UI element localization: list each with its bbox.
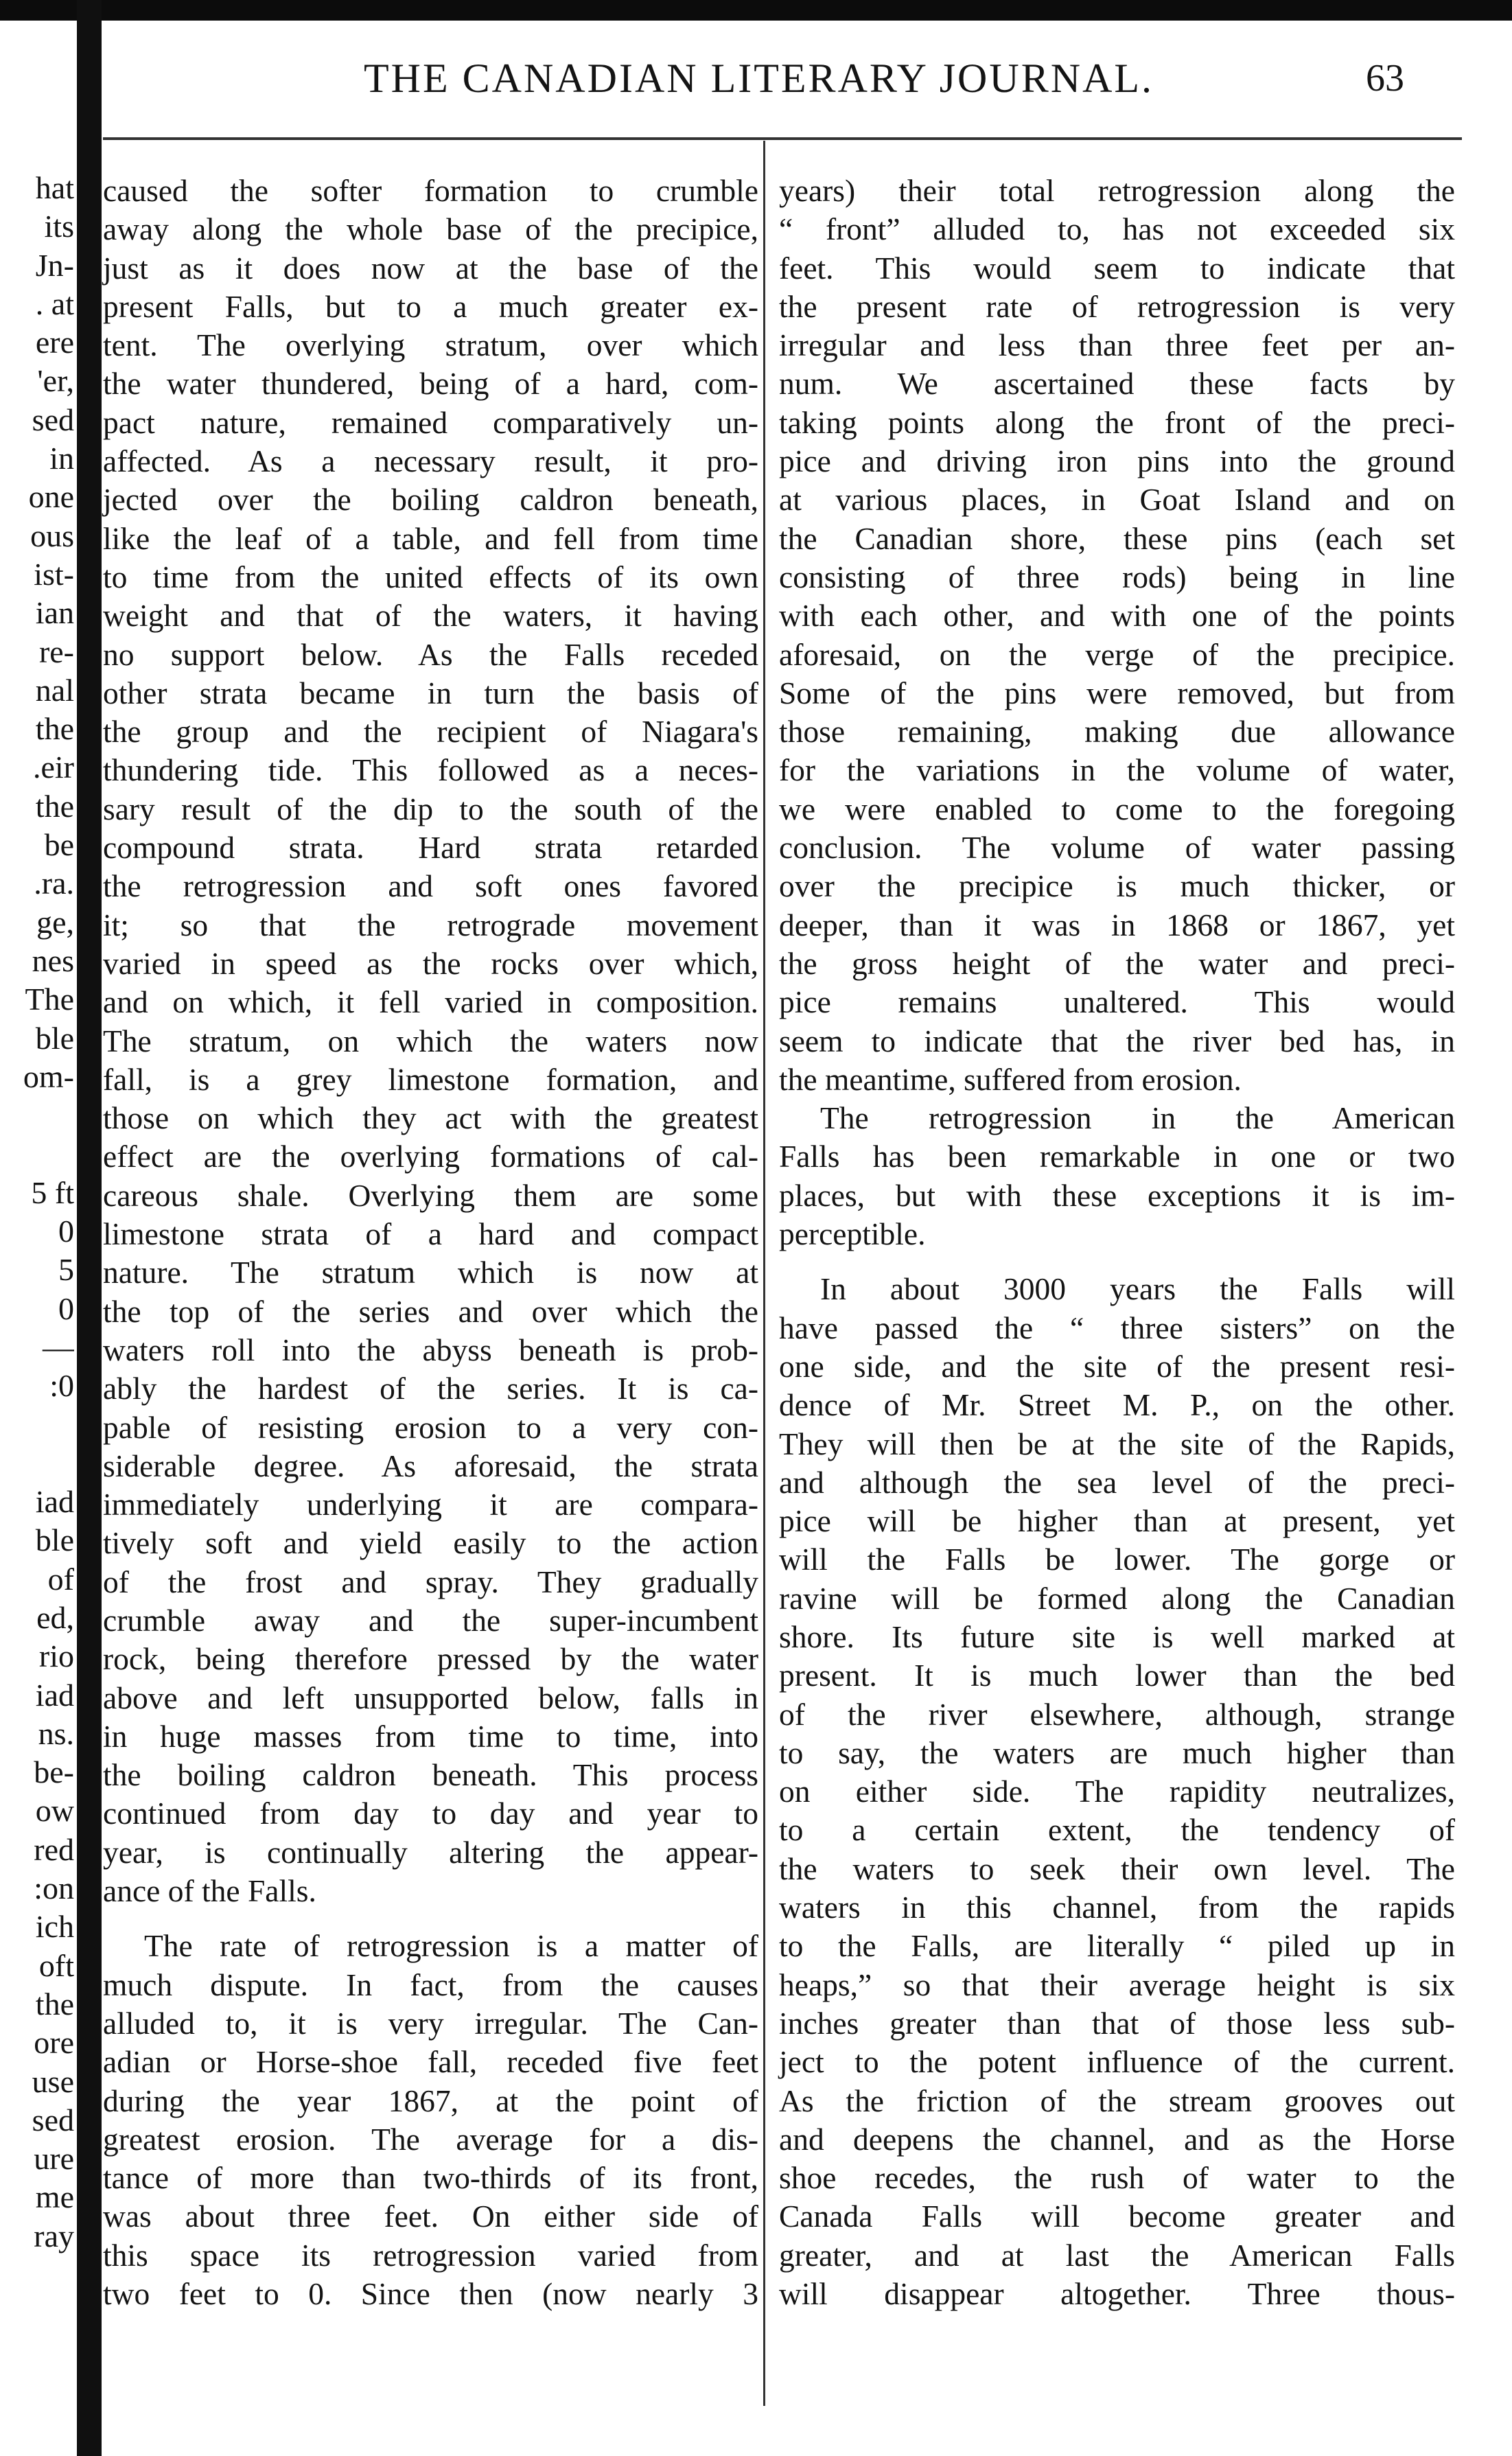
margin-fragment: ge,	[36, 904, 74, 940]
text-line: years) their total retrogression along the	[779, 173, 1455, 208]
margin-fragment: nal	[35, 672, 74, 708]
text-line: effect are the overlying formations of cal-	[103, 1139, 758, 1174]
text-line: to the Falls, are literally “ piled up in	[779, 1928, 1455, 1964]
text-line: to say, the waters are much higher than	[779, 1735, 1455, 1770]
margin-fragment: ore	[34, 2025, 74, 2061]
text-line: the top of the series and over which the	[103, 1293, 758, 1329]
margin-fragment: in	[49, 441, 74, 476]
text-line: ravine will be formed along the Canadian	[779, 1580, 1455, 1616]
text-line: present. It is much lower than the bed	[779, 1658, 1455, 1693]
text-line: ably the hardest of the series. It is ca-	[103, 1371, 758, 1406]
text-line: and although the sea level of the preci-	[779, 1464, 1455, 1500]
page-binding-shadow	[77, 0, 102, 2456]
text-line: will the Falls be lower. The gorge or	[779, 1542, 1455, 1577]
margin-fragment: 0	[58, 1214, 74, 1249]
text-line: limestone strata of a hard and compact	[103, 1216, 758, 1252]
text-line: alluded to, it is very irregular. The Can-	[103, 2005, 758, 2041]
text-line: “ front” alluded to, has not exceeded six	[779, 211, 1455, 247]
text-line: Some of the pins were removed, but from	[779, 675, 1455, 710]
text-line: adian or Horse-shoe fall, receded five feet	[103, 2044, 758, 2080]
text-line: inches greater than that of those less sub-	[779, 2005, 1455, 2041]
margin-fragment: ist-	[34, 556, 74, 592]
margin-fragment: 5 ft	[31, 1174, 74, 1210]
text-line: crumble away and the super-incumbent	[103, 1602, 758, 1638]
text-line: to time from the united effects of its own	[103, 559, 758, 594]
text-line: during the year 1867, at the point of	[103, 2083, 758, 2118]
text-line: above and left unsupported below, falls in	[103, 1680, 758, 1715]
text-line: They will then be at the site of the Rapids,	[779, 1426, 1455, 1461]
margin-fragment: ray	[34, 2218, 74, 2254]
text-line: places, but with these exceptions it is im-	[779, 1177, 1455, 1213]
text-line: ance of the Falls.	[103, 1873, 316, 1909]
text-line: the gross height of the water and preci-	[779, 945, 1455, 981]
margin-fragment: . at	[35, 286, 74, 321]
margin-fragment: .ra.	[34, 866, 74, 901]
previous-page-margin	[0, 169, 74, 2256]
text-line: tent. The overlying stratum, over which	[103, 327, 758, 363]
margin-fragment: ere	[35, 325, 74, 360]
text-line: immediately underlying it are compara-	[103, 1487, 758, 1522]
text-line: The stratum, on which the waters now	[103, 1023, 758, 1058]
text-line: compound strata. Hard strata retarded	[103, 830, 758, 866]
text-line: it; so that the retrograde movement	[103, 907, 758, 942]
text-line: shoe recedes, the rush of water to the	[779, 2160, 1455, 2196]
text-line: the boiling caldron beneath. This process	[103, 1757, 758, 1793]
text-line: for the variations in the volume of water,	[779, 752, 1455, 788]
text-line: siderable degree. As aforesaid, the strata	[103, 1448, 758, 1483]
text-line: num. We ascertained these facts by	[779, 366, 1455, 402]
text-line: tance of more than two-thirds of its front,	[103, 2160, 758, 2196]
margin-fragment: iad	[35, 1677, 74, 1713]
text-line: like the leaf of a table, and fell from time	[103, 520, 758, 556]
text-line: affected. As a necessary result, it pro-	[103, 443, 758, 479]
text-line: at various places, in Goat Island and on	[779, 482, 1455, 518]
text-line: conclusion. The volume of water passing	[779, 830, 1455, 866]
text-line: careous shale. Overlying them are some	[103, 1177, 758, 1213]
text-line: heaps,” so that their average height is six	[779, 1967, 1455, 2002]
text-line: much dispute. In fact, from the causes	[103, 1967, 758, 2002]
text-line: no support below. As the Falls receded	[103, 636, 758, 672]
text-line: consisting of three rods) being in line	[779, 559, 1455, 594]
text-line: this space its retrogression varied from	[103, 2237, 758, 2273]
text-line: shore. Its future site is well marked at	[779, 1619, 1455, 1654]
margin-fragment: be	[44, 827, 74, 863]
text-line: deeper, than it was in 1868 or 1867, yet	[779, 907, 1455, 942]
margin-fragment: sed	[32, 2102, 74, 2138]
margin-fragment: re-	[38, 634, 74, 669]
text-line: pice and driving iron pins into the ground	[779, 443, 1455, 479]
text-line: the Canadian shore, these pins (each set	[779, 520, 1455, 556]
margin-fragment: the	[35, 788, 74, 824]
margin-fragment: sed	[32, 402, 74, 437]
text-line: year, is continually altering the appear-	[103, 1834, 758, 1870]
text-line: pice will be higher than at present, yet	[779, 1503, 1455, 1539]
text-line: the retrogression and soft ones favored	[103, 868, 758, 904]
margin-fragment: ble	[35, 1020, 74, 1056]
text-line: and deepens the channel, and as the Horse	[779, 2121, 1455, 2157]
text-line: jected over the boiling caldron beneath,	[103, 482, 758, 518]
margin-fragment: oft	[38, 1947, 74, 1983]
text-line: thundering tide. This followed as a neces-	[103, 752, 758, 788]
margin-fragment: The	[25, 982, 74, 1017]
text-line: Canada Falls will become greater and	[779, 2199, 1455, 2234]
text-line: was about three feet. On either side of	[103, 2199, 758, 2234]
margin-fragment: —	[43, 1329, 74, 1365]
text-line: In about 3000 years the Falls will	[820, 1271, 1455, 1307]
text-line: other strata became in turn the basis of	[103, 675, 758, 710]
margin-fragment: red	[34, 1831, 74, 1867]
margin-fragment: 0	[58, 1290, 74, 1326]
left-column	[103, 172, 758, 2313]
text-line: of the river elsewhere, although, strange	[779, 1696, 1455, 1732]
margin-fragment: ow	[35, 1793, 74, 1829]
text-line: taking points along the front of the preci-	[779, 404, 1455, 440]
running-title: THE CANADIAN LITERARY JOURNAL.	[364, 56, 1154, 101]
text-line: over the precipice is much thicker, or	[779, 868, 1455, 904]
text-line: rock, being therefore pressed by the water	[103, 1641, 758, 1677]
text-line: dence of Mr. Street M. P., on the other.	[779, 1387, 1455, 1423]
text-line: nature. The stratum which is now at	[103, 1255, 758, 1290]
text-line: the waters to seek their own level. The	[779, 1851, 1455, 1886]
text-line: pact nature, remained comparatively un-	[103, 404, 758, 440]
margin-fragment: ble	[35, 1522, 74, 1558]
text-line: weight and that of the waters, it having	[103, 598, 758, 634]
text-line: the water thundered, being of a hard, com-	[103, 366, 758, 402]
text-line: the group and the recipient of Niagara's	[103, 714, 758, 750]
text-line: with each other, and with one of the points	[779, 598, 1455, 634]
text-line: Falls has been remarkable in one or two	[779, 1139, 1455, 1174]
margin-fragment	[0, 1406, 74, 1444]
margin-fragment: rio	[38, 1638, 74, 1674]
top-border	[0, 0, 1512, 21]
text-line: tively soft and yield easily to the action	[103, 1525, 758, 1561]
margin-fragment: the	[35, 711, 74, 747]
margin-fragment: its	[44, 209, 74, 244]
margin-fragment: ous	[30, 518, 74, 553]
text-line: two feet to 0. Since then (now nearly 3	[103, 2276, 758, 2312]
text-line: varied in speed as the rocks over which,	[103, 945, 758, 981]
text-line: As the friction of the stream grooves out	[779, 2083, 1455, 2118]
margin-fragment: 5	[58, 1252, 74, 1288]
text-line: have passed the “ three sisters” on the	[779, 1310, 1455, 1345]
margin-fragment: ns.	[38, 1715, 74, 1751]
text-line: one side, and the site of the present resi-	[779, 1348, 1455, 1384]
margin-fragment: om-	[23, 1058, 74, 1094]
text-line: to a certain extent, the tendency of	[779, 1812, 1455, 1848]
margin-fragment	[0, 1096, 74, 1135]
margin-fragment: .eir	[32, 750, 74, 785]
margin-fragment: ich	[35, 1909, 74, 1945]
text-line: feet. This would seem to indicate that	[779, 250, 1455, 286]
text-line: greatest erosion. The average for a dis-	[103, 2121, 758, 2157]
text-line: greater, and at last the American Falls	[779, 2237, 1455, 2273]
text-line: in huge masses from time to time, into	[103, 1718, 758, 1754]
text-line: pice remains unaltered. This would	[779, 984, 1455, 1020]
margin-fragment	[0, 1135, 74, 1173]
page-header	[103, 41, 1512, 117]
text-line: continued from day to day and year to	[103, 1796, 758, 1831]
margin-fragment: :on	[34, 1870, 74, 1906]
page-number: 63	[1366, 57, 1404, 100]
text-line: caused the softer formation to crumble	[103, 173, 758, 208]
column-divider	[763, 141, 765, 2406]
margin-fragment	[0, 1444, 74, 1483]
margin-fragment: iad	[35, 1484, 74, 1520]
text-line: those remaining, making due allowance	[779, 714, 1455, 750]
text-line: irregular and less than three feet per an-	[779, 327, 1455, 363]
margin-fragment: hat	[35, 170, 74, 205]
margin-fragment: :0	[49, 1368, 74, 1404]
text-line: waters roll into the abyss beneath is prob-	[103, 1332, 758, 1367]
margin-fragment: nes	[32, 942, 74, 978]
text-line: fall, is a grey limestone formation, and	[103, 1061, 758, 1097]
text-line: The retrogression in the American	[820, 1100, 1455, 1136]
text-line: will disappear altogether. Three thous-	[779, 2276, 1455, 2312]
text-line: the meantime, suffered from erosion.	[779, 1061, 1242, 1097]
text-line: The rate of retrogression is a matter of	[144, 1928, 758, 1964]
text-line: and on which, it fell varied in composition.	[103, 984, 758, 1020]
margin-fragment: one	[28, 479, 74, 515]
text-line: ject to the potent influence of the current.	[779, 2044, 1455, 2080]
text-line: away along the whole base of the precipice,	[103, 211, 758, 247]
margin-fragment: ure	[34, 2141, 74, 2177]
text-line: those on which they act with the greatest	[103, 1100, 758, 1136]
margin-fragment: me	[35, 2179, 74, 2215]
header-rule	[103, 137, 1462, 140]
margin-fragment: use	[32, 2063, 74, 2099]
text-line: just as it does now at the base of the	[103, 250, 758, 286]
text-line: the present rate of retrogression is very	[779, 288, 1455, 324]
margin-fragment: 'er,	[37, 363, 74, 399]
margin-fragment: the	[35, 1986, 74, 2021]
text-line: aforesaid, on the verge of the precipice.	[779, 636, 1455, 672]
text-line: of the frost and spray. They gradually	[103, 1564, 758, 1599]
text-line: perceptible.	[779, 1216, 926, 1252]
margin-fragment: ed,	[36, 1599, 74, 1635]
text-line: waters in this channel, from the rapids	[779, 1890, 1455, 1925]
margin-fragment: of	[47, 1561, 74, 1597]
text-line: on either side. The rapidity neutralizes,	[779, 1774, 1455, 1809]
right-column	[779, 172, 1455, 2313]
text-line: sary result of the dip to the south of the	[103, 791, 758, 826]
text-line: we were enabled to come to the foregoing	[779, 791, 1455, 826]
text-line: present Falls, but to a much greater ex-	[103, 288, 758, 324]
margin-fragment: Jn-	[35, 247, 74, 283]
margin-fragment: ian	[35, 595, 74, 631]
text-line: pable of resisting erosion to a very con-	[103, 1409, 758, 1445]
text-line: seem to indicate that the river bed has, in	[779, 1023, 1455, 1058]
margin-fragment: be-	[34, 1754, 74, 1790]
